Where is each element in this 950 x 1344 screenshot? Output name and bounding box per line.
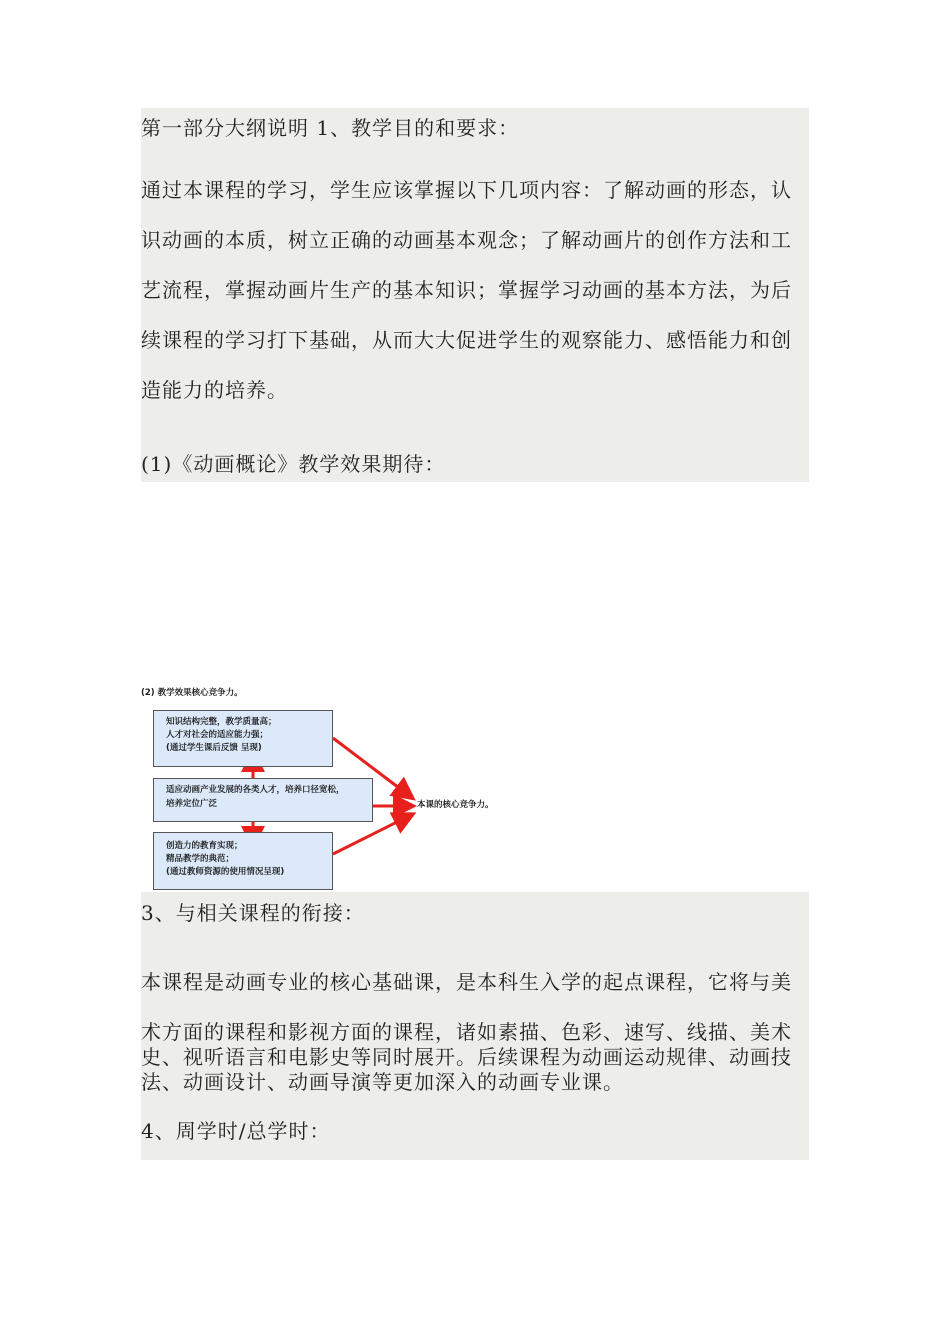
section-3-paragraph-line: 术方面的课程和影视方面的课程，诸如素描、色彩、速写、线描、美术 bbox=[141, 1020, 792, 1044]
diagram-title: (2) 教学效果核心竞争力。 bbox=[141, 688, 243, 698]
box-middle-line: 培养定位广泛 bbox=[166, 799, 218, 809]
box-top-line: 知识结构完整，教学质量高； bbox=[166, 717, 277, 727]
section-4-heading: 4、周学时/总学时： bbox=[141, 1119, 331, 1143]
section-3-paragraph-line: 史、视听语言和电影史等同时展开。后续课程为动画运动规律、动画技 bbox=[141, 1045, 792, 1069]
box-bottom-line: 精品教学的典范； bbox=[166, 854, 235, 864]
section-1-paragraph-line: 识动画的本质，树立正确的动画基本观念；了解动画片的创作方法和工 bbox=[141, 228, 792, 252]
box-middle-line: 适应动画产业发展的各类人才，培养口径宽松， bbox=[166, 785, 345, 795]
item-1-label: (1)《动画概论》教学效果期待： bbox=[141, 452, 446, 476]
section-3-paragraph-line: 本课程是动画专业的核心基础课，是本科生入学的起点课程，它将与美 bbox=[141, 970, 792, 994]
section-1-paragraph-line: 艺流程，掌握动画片生产的基本知识；掌握学习动画的基本方法，为后 bbox=[141, 278, 792, 302]
diagram-box-bottom bbox=[153, 832, 333, 890]
section-1-paragraph-line: 造能力的培养。 bbox=[141, 378, 288, 402]
section-3-paragraph-line: 法、动画设计、动画导演等更加深入的动画专业课。 bbox=[141, 1070, 624, 1094]
diagram-box-middle bbox=[153, 778, 373, 822]
section-3-heading: 3、与相关课程的衔接： bbox=[141, 901, 365, 925]
diagram-target-label: 本课的核心竞争力。 bbox=[417, 800, 494, 810]
diagram-box-top bbox=[153, 710, 333, 767]
section-1-paragraph-line: 通过本课程的学习，学生应该掌握以下几项内容：了解动画的形态，认 bbox=[141, 178, 792, 202]
box-bottom-line: (通过教师资源的使用情况呈现) bbox=[166, 867, 285, 877]
box-top-line: (通过学生课后反馈 呈现) bbox=[166, 743, 262, 753]
section-1-paragraph-line: 续课程的学习打下基础，从而大大促进学生的观察能力、感悟能力和创 bbox=[141, 328, 792, 352]
box-bottom-line: 创造力的教育实现； bbox=[166, 841, 243, 851]
competitiveness-diagram bbox=[141, 686, 536, 892]
section-1-heading: 第一部分大纲说明 1、教学目的和要求： bbox=[141, 116, 520, 140]
box-top-line: 人才对社会的适应能力强； bbox=[166, 730, 269, 740]
